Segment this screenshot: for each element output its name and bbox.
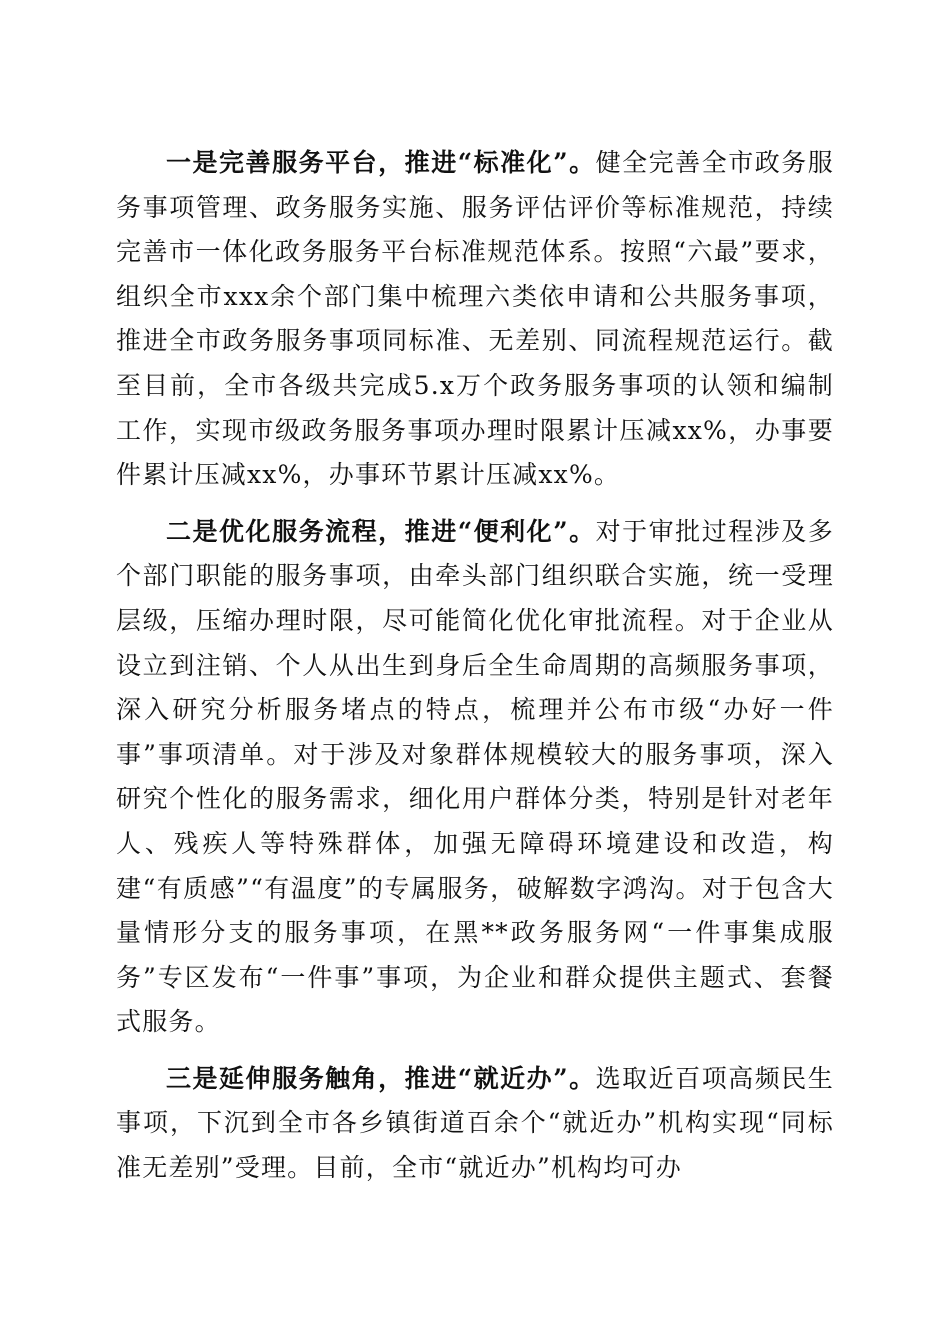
paragraph-nearby-service <box>116 1057 834 1191</box>
paragraph-lead: 一是完善服务平台，推进“标准化”。 <box>166 148 596 177</box>
paragraph-convenience <box>116 510 834 1045</box>
paragraph-text: 选取近百项高频民生事项，下沉到全市各乡镇街道百余个“就近办”机构实现“同标准无差别”受理。目前，全市“就近办”机构均可办 <box>116 1063 834 1183</box>
paragraph-lead: 三是延伸服务触角，推进“就近办”。 <box>166 1063 596 1093</box>
paragraph-text: 对于审批过程涉及多个部门职能的服务事项，由牵头部门组织联合实施，统一受理层级，压缩办理时限，尽可能简化优化审批流程。对于企业从设立到注销、个人从出生到身后全生命周期的高频服务事项，深入研究分析服务堵点的特点，梳理并公布市级“办好一件事”事项清单。对于涉及对象群体规模较大的服务事项，深入研究个性化的服务需求，细化用户群体分类，特别是针对老年人、残疾人等特殊群体，加强无障碍环境建设和改造，构建“有质感”“有温度”的专属服务，破解数字鸿沟。对于包含大量情形分支的服务事项，在黑**政务服务网“一件事集成服务”专区发布“一件事”事项，为企业和群众提供主题式、套餐式服务。 <box>116 516 834 1037</box>
document-body <box>116 141 834 1203</box>
paragraph-standardization <box>116 141 834 498</box>
paragraph-text: 健全完善全市政务服务事项管理、政务服务实施、服务评估评价等标准规范，持续完善市一体化政务服务平台标准规范体系。按照“六最”要求，组织全市xxx余个部门集中梳理六类依申请和公共服务事项，推进全市政务服务事项同标准、无差别、同流程规范运行。截至目前，全市各级共完成5.x万个政务服务事项的认领和编制工作，实现市级政务服务事项办理时限累计压减xx%，办事要件累计压减xx%，办事环节累计压减xx%。 <box>116 148 834 490</box>
paragraph-lead: 二是优化服务流程，推进“便利化”。 <box>166 516 596 546</box>
